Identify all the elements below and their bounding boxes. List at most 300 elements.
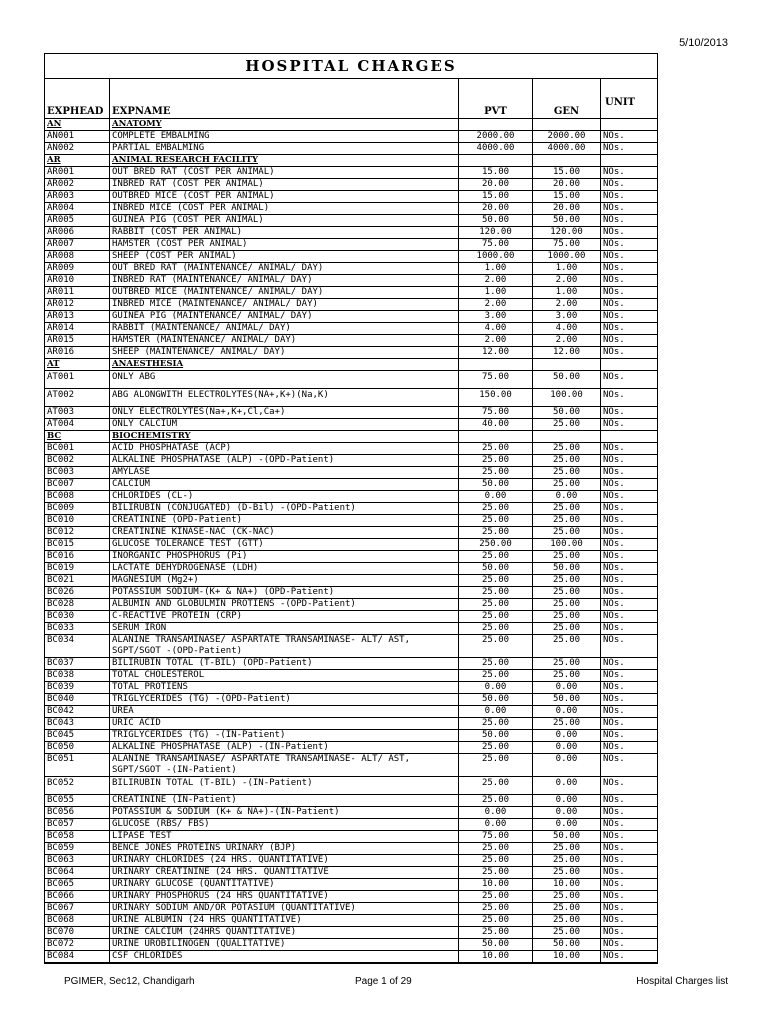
cell-gen-charge: 3.00 xyxy=(533,311,601,322)
cell-name: BIOCHEMISTRY xyxy=(110,431,459,442)
cell-code: BC028 xyxy=(45,599,110,610)
cell-gen-charge: 2.00 xyxy=(533,275,601,286)
cell-code: BC038 xyxy=(45,670,110,681)
cell-gen-charge: 50.00 xyxy=(533,563,601,574)
cell-pvt-charge: 4000.00 xyxy=(459,143,533,154)
cell-gen-charge: 0.00 xyxy=(533,819,601,830)
cell-gen-charge: 25.00 xyxy=(533,467,601,478)
cell-code: AT003 xyxy=(45,407,110,418)
cell-unit: NOs. xyxy=(603,939,625,949)
cell-unit: NOs. xyxy=(603,754,625,764)
table-row xyxy=(45,335,657,347)
cell-unit: NOs. xyxy=(603,515,625,525)
cell-unit: NOs. xyxy=(603,167,625,177)
cell-code: BC065 xyxy=(45,879,110,890)
cell-code: BC042 xyxy=(45,706,110,717)
table-row xyxy=(45,891,657,903)
cell-code: BC043 xyxy=(45,718,110,729)
cell-name: COMPLETE EMBALMING xyxy=(110,131,459,142)
cell-pvt-charge: 25.00 xyxy=(459,742,533,753)
table-row xyxy=(45,670,657,682)
footer-document-name: Hospital Charges list xyxy=(636,976,728,987)
cell-code: AT xyxy=(45,359,110,370)
cell-pvt-charge: 120.00 xyxy=(459,227,533,238)
table-row xyxy=(45,682,657,694)
table-row xyxy=(45,819,657,831)
cell-name: HAMSTER (COST PER ANIMAL) xyxy=(110,239,459,250)
cell-code: AN002 xyxy=(45,143,110,154)
cell-unit: NOs. xyxy=(603,479,625,489)
cell-pvt-charge: 25.00 xyxy=(459,927,533,938)
table-row xyxy=(45,407,657,419)
cell-gen-charge: 50.00 xyxy=(533,407,601,418)
cell-name: INBRED RAT (MAINTENANCE/ ANIMAL/ DAY) xyxy=(110,275,459,286)
cell-unit xyxy=(601,155,657,166)
table-row xyxy=(45,855,657,867)
table-row xyxy=(45,299,657,311)
cell-gen-charge: 0.00 xyxy=(533,777,601,794)
cell-code: BC030 xyxy=(45,611,110,622)
cell-name: INBRED RAT (COST PER ANIMAL) xyxy=(110,179,459,190)
cell-name: C-REACTIVE PROTEIN (CRP) xyxy=(110,611,459,622)
cell-pvt-charge: 25.00 xyxy=(459,777,533,794)
cell-code: AR012 xyxy=(45,299,110,310)
cell-unit: NOs. xyxy=(603,203,625,213)
cell-gen-charge: 50.00 xyxy=(533,215,601,226)
cell-unit xyxy=(601,359,657,370)
table-row xyxy=(45,347,657,359)
cell-unit: NOs. xyxy=(603,539,625,549)
table-row xyxy=(45,777,657,795)
table-row xyxy=(45,635,657,658)
table-row xyxy=(45,611,657,623)
cell-pvt-charge: 25.00 xyxy=(459,503,533,514)
table-row xyxy=(45,754,657,777)
cell-code: AN xyxy=(45,119,110,130)
cell-name: GLUCOSE TOLERANCE TEST (GTT) xyxy=(110,539,459,550)
cell-code: BC026 xyxy=(45,587,110,598)
table-row xyxy=(45,718,657,730)
cell-name: BENCE JONES PROTEINS URINARY (BJP) xyxy=(110,843,459,854)
cell-unit: NOs. xyxy=(603,807,625,817)
charges-table xyxy=(44,53,658,964)
table-row xyxy=(45,239,657,251)
cell-unit: NOs. xyxy=(603,311,625,321)
cell-code: BC057 xyxy=(45,819,110,830)
cell-name: CHLORIDES (CL-) xyxy=(110,491,459,502)
table-row xyxy=(45,831,657,843)
cell-gen-charge: 25.00 xyxy=(533,843,601,854)
table-row xyxy=(45,742,657,754)
cell-code: BC084 xyxy=(45,951,110,962)
cell-name: CREATININE (OPD-Patient) xyxy=(110,515,459,526)
cell-gen-charge xyxy=(533,359,601,370)
cell-gen-charge: 25.00 xyxy=(533,611,601,622)
cell-unit: NOs. xyxy=(603,658,625,668)
cell-name: ONLY ABG xyxy=(110,371,459,388)
cell-gen-charge: 10.00 xyxy=(533,879,601,890)
table-row xyxy=(45,903,657,915)
cell-unit: NOs. xyxy=(603,718,625,728)
table-row xyxy=(45,311,657,323)
cell-pvt-charge: 2000.00 xyxy=(459,131,533,142)
cell-pvt-charge: 25.00 xyxy=(459,754,533,776)
cell-name: ANAESTHESIA xyxy=(110,359,459,370)
cell-gen-charge xyxy=(533,155,601,166)
cell-pvt-charge: 20.00 xyxy=(459,179,533,190)
cell-code: BC056 xyxy=(45,807,110,818)
cell-name: ALANINE TRANSAMINASE/ ASPARTATE TRANSAMINASE- ALT/ AST, SGPT/SGOT -(IN-Patient) xyxy=(110,754,459,776)
cell-pvt-charge: 75.00 xyxy=(459,239,533,250)
cell-gen-charge: 25.00 xyxy=(533,927,601,938)
cell-pvt-charge: 40.00 xyxy=(459,419,533,430)
cell-pvt-charge: 0.00 xyxy=(459,682,533,693)
cell-pvt-charge: 150.00 xyxy=(459,389,533,406)
cell-name: URINE ALBUMIN (24 HRS QUANTITATIVE) xyxy=(110,915,459,926)
cell-code: BC034 xyxy=(45,635,110,657)
table-row xyxy=(45,527,657,539)
cell-unit: NOs. xyxy=(603,611,625,621)
cell-name: BILIRUBIN (CONJUGATED) (D-Bil) -(OPD-Patient) xyxy=(110,503,459,514)
cell-unit: NOs. xyxy=(603,730,625,740)
cell-code: BC045 xyxy=(45,730,110,741)
cell-code: AR004 xyxy=(45,203,110,214)
footer-page-number: Page 1 of 29 xyxy=(355,976,412,987)
cell-code: BC033 xyxy=(45,623,110,634)
cell-gen-charge: 15.00 xyxy=(533,167,601,178)
cell-unit: NOs. xyxy=(603,551,625,561)
table-row xyxy=(45,503,657,515)
cell-unit xyxy=(601,119,657,130)
section-header-row xyxy=(45,119,657,131)
cell-code: AR002 xyxy=(45,179,110,190)
cell-unit: NOs. xyxy=(603,831,625,841)
cell-code: BC010 xyxy=(45,515,110,526)
table-row xyxy=(45,563,657,575)
cell-unit: NOs. xyxy=(603,599,625,609)
header-cell-gen: GEN xyxy=(533,79,601,118)
section-header-row xyxy=(45,155,657,167)
cell-unit: NOs. xyxy=(603,323,625,333)
cell-name: INBRED MICE (MAINTENANCE/ ANIMAL/ DAY) xyxy=(110,299,459,310)
cell-unit: NOs. xyxy=(603,191,625,201)
cell-gen-charge: 25.00 xyxy=(533,587,601,598)
cell-code: BC050 xyxy=(45,742,110,753)
cell-name: URIC ACID xyxy=(110,718,459,729)
table-row xyxy=(45,927,657,939)
cell-unit: NOs. xyxy=(603,795,625,805)
cell-gen-charge: 25.00 xyxy=(533,515,601,526)
cell-pvt-charge: 25.00 xyxy=(459,891,533,902)
cell-pvt-charge: 25.00 xyxy=(459,855,533,866)
cell-unit: NOs. xyxy=(603,251,625,261)
cell-pvt-charge: 75.00 xyxy=(459,407,533,418)
cell-name: CREATININE KINASE-NAC (CK-NAC) xyxy=(110,527,459,538)
cell-pvt-charge: 2.00 xyxy=(459,335,533,346)
cell-code: AR010 xyxy=(45,275,110,286)
cell-pvt-charge: 25.00 xyxy=(459,623,533,634)
cell-name: MAGNESIUM (Mg2+) xyxy=(110,575,459,586)
cell-name: ALANINE TRANSAMINASE/ ASPARTATE TRANSAMINASE- ALT/ AST, SGPT/SGOT -(OPD-Patient) xyxy=(110,635,459,657)
cell-unit: NOs. xyxy=(603,527,625,537)
cell-name: ONLY ELECTROLYTES(Na+,K+,Cl,Ca+) xyxy=(110,407,459,418)
cell-code: AT002 xyxy=(45,389,110,406)
cell-unit: NOs. xyxy=(603,742,625,752)
cell-pvt-charge: 25.00 xyxy=(459,575,533,586)
cell-unit: NOs. xyxy=(603,443,625,453)
cell-unit: NOs. xyxy=(603,879,625,889)
cell-code: AR014 xyxy=(45,323,110,334)
cell-gen-charge: 25.00 xyxy=(533,670,601,681)
table-row xyxy=(45,323,657,335)
cell-unit: NOs. xyxy=(603,915,625,925)
cell-name: SERUM IRON xyxy=(110,623,459,634)
print-date: 5/10/2013 xyxy=(679,37,728,49)
cell-gen-charge: 25.00 xyxy=(533,599,601,610)
table-row xyxy=(45,191,657,203)
cell-code: BC016 xyxy=(45,551,110,562)
cell-unit: NOs. xyxy=(603,927,625,937)
table-row xyxy=(45,263,657,275)
cell-unit: NOs. xyxy=(603,819,625,829)
cell-unit: NOs. xyxy=(603,143,625,153)
cell-pvt-charge: 50.00 xyxy=(459,479,533,490)
cell-gen-charge: 25.00 xyxy=(533,551,601,562)
cell-unit: NOs. xyxy=(603,287,625,297)
cell-pvt-charge: 25.00 xyxy=(459,867,533,878)
cell-name: URINARY CHLORIDES (24 HRS. QUANTITATIVE) xyxy=(110,855,459,866)
cell-name: URINE UROBILINOGEN (QUALITATIVE) xyxy=(110,939,459,950)
cell-gen-charge: 100.00 xyxy=(533,539,601,550)
cell-unit xyxy=(601,431,657,442)
cell-pvt-charge: 25.00 xyxy=(459,635,533,657)
cell-pvt-charge: 25.00 xyxy=(459,515,533,526)
cell-unit: NOs. xyxy=(603,867,625,877)
cell-name: ANIMAL RESEARCH FACILITY xyxy=(110,155,459,166)
cell-name: URINARY PHOSPHORUS (24 HRS QUANTITATIVE) xyxy=(110,891,459,902)
cell-code: AN001 xyxy=(45,131,110,142)
cell-name: LACTATE DEHYDROGENASE (LDH) xyxy=(110,563,459,574)
cell-gen-charge: 0.00 xyxy=(533,807,601,818)
cell-name: OUT BRED RAT (COST PER ANIMAL) xyxy=(110,167,459,178)
table-row xyxy=(45,915,657,927)
cell-name: URINARY SODIUM AND/OR POTASIUM (QUANTITATIVE) xyxy=(110,903,459,914)
cell-unit: NOs. xyxy=(603,843,625,853)
cell-gen-charge: 25.00 xyxy=(533,915,601,926)
table-row xyxy=(45,203,657,215)
cell-code: BC068 xyxy=(45,915,110,926)
table-body xyxy=(45,119,657,963)
table-row xyxy=(45,479,657,491)
table-row xyxy=(45,467,657,479)
cell-code: AR015 xyxy=(45,335,110,346)
cell-name: CALCIUM xyxy=(110,479,459,490)
cell-unit: NOs. xyxy=(603,347,625,357)
header-cell-expname: EXPNAME xyxy=(110,79,459,118)
cell-unit: NOs. xyxy=(603,575,625,585)
cell-code: BC015 xyxy=(45,539,110,550)
cell-pvt-charge: 75.00 xyxy=(459,371,533,388)
footer-institution: PGIMER, Sec12, Chandigarh xyxy=(64,976,195,987)
cell-gen-charge: 4000.00 xyxy=(533,143,601,154)
cell-unit: NOs. xyxy=(603,903,625,913)
cell-pvt-charge: 25.00 xyxy=(459,467,533,478)
cell-pvt-charge xyxy=(459,155,533,166)
cell-unit: NOs. xyxy=(603,694,625,704)
cell-pvt-charge: 1000.00 xyxy=(459,251,533,262)
section-header-row xyxy=(45,359,657,371)
cell-gen-charge: 20.00 xyxy=(533,203,601,214)
cell-code: BC037 xyxy=(45,658,110,669)
cell-unit: NOs. xyxy=(603,491,625,501)
cell-gen-charge: 25.00 xyxy=(533,455,601,466)
cell-name: PARTIAL EMBALMING xyxy=(110,143,459,154)
table-row xyxy=(45,131,657,143)
cell-code: BC040 xyxy=(45,694,110,705)
cell-code: BC059 xyxy=(45,843,110,854)
cell-pvt-charge: 25.00 xyxy=(459,443,533,454)
cell-gen-charge: 2.00 xyxy=(533,299,601,310)
table-row xyxy=(45,730,657,742)
cell-unit: NOs. xyxy=(603,263,625,273)
cell-gen-charge: 1.00 xyxy=(533,287,601,298)
cell-gen-charge: 25.00 xyxy=(533,903,601,914)
cell-gen-charge: 0.00 xyxy=(533,742,601,753)
cell-pvt-charge: 25.00 xyxy=(459,718,533,729)
cell-code: BC064 xyxy=(45,867,110,878)
cell-name: INORGANIC PHOSPHORUS (Pi) xyxy=(110,551,459,562)
cell-unit: NOs. xyxy=(603,455,625,465)
cell-pvt-charge: 2.00 xyxy=(459,275,533,286)
cell-gen-charge: 20.00 xyxy=(533,179,601,190)
cell-pvt-charge: 250.00 xyxy=(459,539,533,550)
cell-pvt-charge: 25.00 xyxy=(459,915,533,926)
cell-code: BC001 xyxy=(45,443,110,454)
table-row xyxy=(45,587,657,599)
cell-name: ABG ALONGWITH ELECTROLYTES(NA+,K+)(Na,K) xyxy=(110,389,459,406)
cell-code: AT001 xyxy=(45,371,110,388)
table-row xyxy=(45,939,657,951)
cell-gen-charge: 50.00 xyxy=(533,831,601,842)
header-cell-unit: UNIT xyxy=(605,97,635,108)
cell-pvt-charge: 20.00 xyxy=(459,203,533,214)
cell-pvt-charge: 25.00 xyxy=(459,903,533,914)
cell-code: AR016 xyxy=(45,347,110,358)
cell-pvt-charge: 25.00 xyxy=(459,670,533,681)
table-row xyxy=(45,371,657,389)
cell-gen-charge: 2000.00 xyxy=(533,131,601,142)
cell-pvt-charge xyxy=(459,119,533,130)
cell-name: ALBUMIN AND GLOBULMIN PROTIENS -(OPD-Patient) xyxy=(110,599,459,610)
cell-unit: NOs. xyxy=(603,419,625,429)
cell-name: ALKALINE PHOSPHATASE (ALP) -(OPD-Patient) xyxy=(110,455,459,466)
cell-gen-charge: 25.00 xyxy=(533,527,601,538)
cell-pvt-charge: 1.00 xyxy=(459,263,533,274)
cell-name: URINARY CREATININE (24 HRS. QUANTITATIVE xyxy=(110,867,459,878)
cell-name: HAMSTER (MAINTENANCE/ ANIMAL/ DAY) xyxy=(110,335,459,346)
cell-unit: NOs. xyxy=(603,670,625,680)
cell-code: BC xyxy=(45,431,110,442)
cell-pvt-charge: 25.00 xyxy=(459,455,533,466)
header-cell-pvt: PVT xyxy=(459,79,533,118)
table-row xyxy=(45,515,657,527)
cell-gen-charge: 25.00 xyxy=(533,855,601,866)
cell-code: BC067 xyxy=(45,903,110,914)
cell-name: URINARY GLUCOSE (QUANTITATIVE) xyxy=(110,879,459,890)
cell-pvt-charge: 25.00 xyxy=(459,587,533,598)
cell-name: POTASSIUM SODIUM-(K+ & NA+) (OPD-Patient) xyxy=(110,587,459,598)
cell-code: BC019 xyxy=(45,563,110,574)
cell-pvt-charge: 15.00 xyxy=(459,191,533,202)
cell-pvt-charge: 25.00 xyxy=(459,599,533,610)
cell-gen-charge: 0.00 xyxy=(533,491,601,502)
table-row xyxy=(45,623,657,635)
table-row xyxy=(45,419,657,431)
cell-code: AR003 xyxy=(45,191,110,202)
cell-unit: NOs. xyxy=(603,372,625,382)
table-row xyxy=(45,539,657,551)
cell-name: SHEEP (COST PER ANIMAL) xyxy=(110,251,459,262)
cell-gen-charge: 25.00 xyxy=(533,443,601,454)
table-row xyxy=(45,251,657,263)
cell-code: BC052 xyxy=(45,777,110,794)
cell-gen-charge: 15.00 xyxy=(533,191,601,202)
table-row xyxy=(45,443,657,455)
cell-code: AR007 xyxy=(45,239,110,250)
table-row xyxy=(45,706,657,718)
cell-unit: NOs. xyxy=(603,563,625,573)
cell-gen-charge: 50.00 xyxy=(533,694,601,705)
table-row xyxy=(45,867,657,879)
cell-pvt-charge: 2.00 xyxy=(459,299,533,310)
table-row xyxy=(45,455,657,467)
cell-gen-charge: 4.00 xyxy=(533,323,601,334)
cell-unit: NOs. xyxy=(603,623,625,633)
cell-code: AR009 xyxy=(45,263,110,274)
table-row xyxy=(45,287,657,299)
cell-code: BC021 xyxy=(45,575,110,586)
cell-pvt-charge xyxy=(459,359,533,370)
cell-name: ANATOMY xyxy=(110,119,459,130)
cell-gen-charge: 120.00 xyxy=(533,227,601,238)
cell-name: GUINEA PIG (COST PER ANIMAL) xyxy=(110,215,459,226)
cell-code: BC009 xyxy=(45,503,110,514)
cell-name: AMYLASE xyxy=(110,467,459,478)
cell-unit: NOs. xyxy=(603,299,625,309)
cell-name: ALKALINE PHOSPHATASE (ALP) -(IN-Patient) xyxy=(110,742,459,753)
cell-gen-charge: 75.00 xyxy=(533,239,601,250)
table-row xyxy=(45,694,657,706)
cell-gen-charge xyxy=(533,119,601,130)
cell-pvt-charge: 50.00 xyxy=(459,563,533,574)
cell-name: GLUCOSE (RBS/ FBS) xyxy=(110,819,459,830)
cell-pvt-charge: 12.00 xyxy=(459,347,533,358)
cell-pvt-charge: 10.00 xyxy=(459,951,533,962)
cell-unit: NOs. xyxy=(603,503,625,513)
cell-name: RABBIT (MAINTENANCE/ ANIMAL/ DAY) xyxy=(110,323,459,334)
cell-pvt-charge: 0.00 xyxy=(459,819,533,830)
table-row xyxy=(45,143,657,155)
cell-code: BC008 xyxy=(45,491,110,502)
cell-name: CSF CHLORIDES xyxy=(110,951,459,962)
header-cell-exphead: EXPHEAD xyxy=(45,79,110,118)
table-header xyxy=(45,79,657,119)
cell-code: AR013 xyxy=(45,311,110,322)
cell-name: POTASSIUM & SODIUM (K+ & NA+)-(IN-Patient) xyxy=(110,807,459,818)
cell-pvt-charge: 50.00 xyxy=(459,730,533,741)
cell-code: BC072 xyxy=(45,939,110,950)
table-row xyxy=(45,575,657,587)
